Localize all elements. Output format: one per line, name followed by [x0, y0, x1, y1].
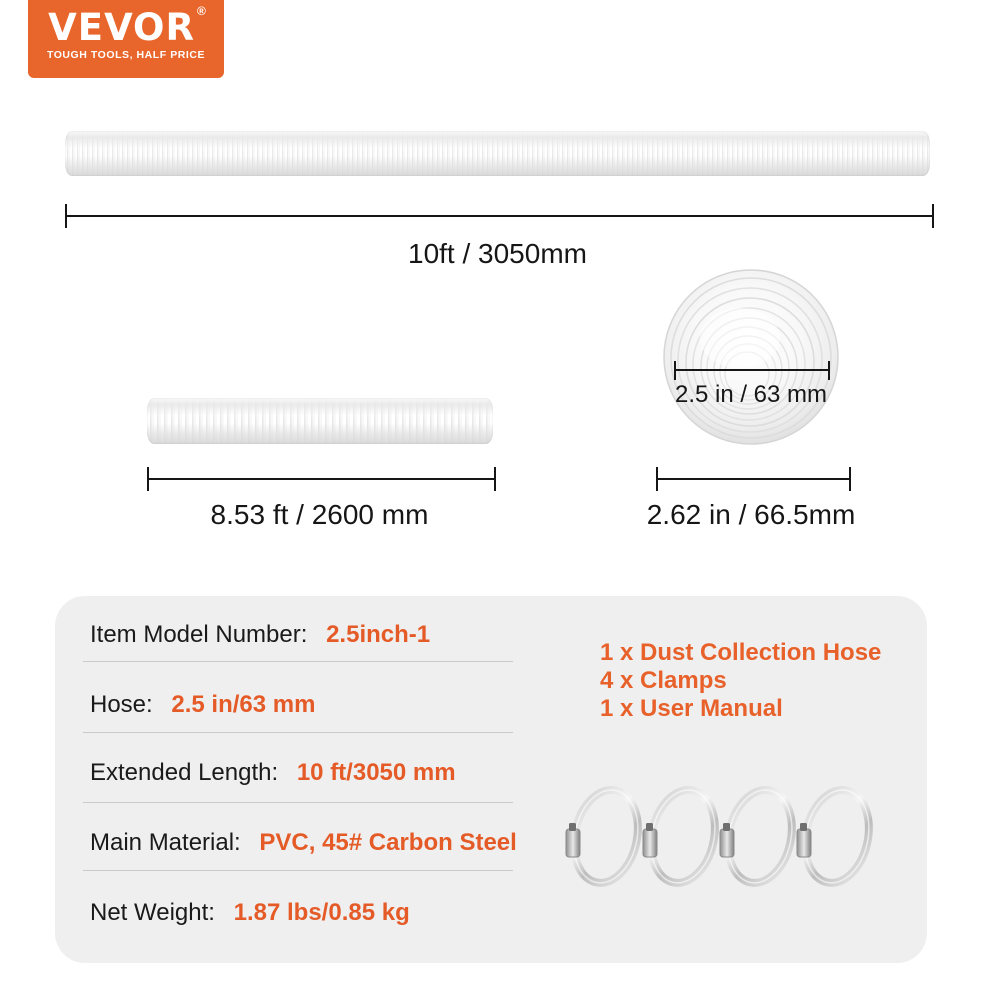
coil-inner-dimension-line	[674, 361, 830, 380]
coil-outer-dimension-line	[656, 467, 851, 491]
spec-value: 1.87 lbs/0.85 kg	[233, 899, 410, 926]
clamp-image	[640, 782, 722, 890]
registered-trademark-icon: ®	[197, 4, 206, 18]
spec-row-model-number	[90, 620, 430, 650]
long-hose-dimension-line	[65, 204, 934, 228]
coil-inner-dimension-label: 2.5 in / 63 mm	[674, 381, 828, 408]
spec-value: 2.5 in/63 mm	[171, 691, 316, 718]
clamp-image	[563, 782, 645, 890]
brand-name: VEVOR	[48, 6, 195, 49]
spec-value: PVC, 45# Carbon Steel	[259, 829, 517, 856]
long-hose-dimension-label: 10ft / 3050mm	[408, 238, 587, 269]
vevor-logo	[28, 0, 224, 78]
package-item-manual: 1 x User Manual	[600, 695, 783, 722]
spec-divider	[83, 870, 513, 871]
spec-row-main-material	[90, 828, 517, 858]
short-hose-dimension-label: 8.53 ft / 2600 mm	[210, 499, 429, 530]
package-item-hose: 1 x Dust Collection Hose	[600, 639, 882, 666]
short-hose-dimension-line	[147, 467, 496, 491]
spec-label: Hose:	[90, 691, 153, 718]
short-hose-image	[147, 398, 493, 444]
long-hose-image	[65, 131, 930, 176]
spec-value: 2.5inch-1	[326, 621, 431, 648]
spec-label: Extended Length:	[90, 759, 279, 786]
spec-label: Net Weight:	[90, 899, 215, 926]
coil-outer-dimension-label: 2.62 in / 66.5mm	[646, 499, 856, 530]
spec-label: Main Material:	[90, 829, 241, 856]
spec-row-hose	[90, 690, 315, 720]
spec-divider	[83, 802, 513, 803]
spec-panel	[55, 596, 927, 963]
clamp-image	[717, 782, 799, 890]
package-item-clamps: 4 x Clamps	[600, 667, 727, 694]
spec-divider	[83, 661, 513, 662]
clamp-image	[794, 782, 876, 890]
spec-row-net-weight	[90, 898, 410, 928]
spec-row-extended-length	[90, 758, 456, 788]
spec-label: Item Model Number:	[90, 621, 308, 648]
brand-tagline: TOUGH TOOLS, HALF PRICE	[46, 49, 206, 61]
spec-divider	[83, 732, 513, 733]
spec-value: 10 ft/3050 mm	[296, 759, 456, 786]
coiled-hose-image	[662, 268, 840, 448]
